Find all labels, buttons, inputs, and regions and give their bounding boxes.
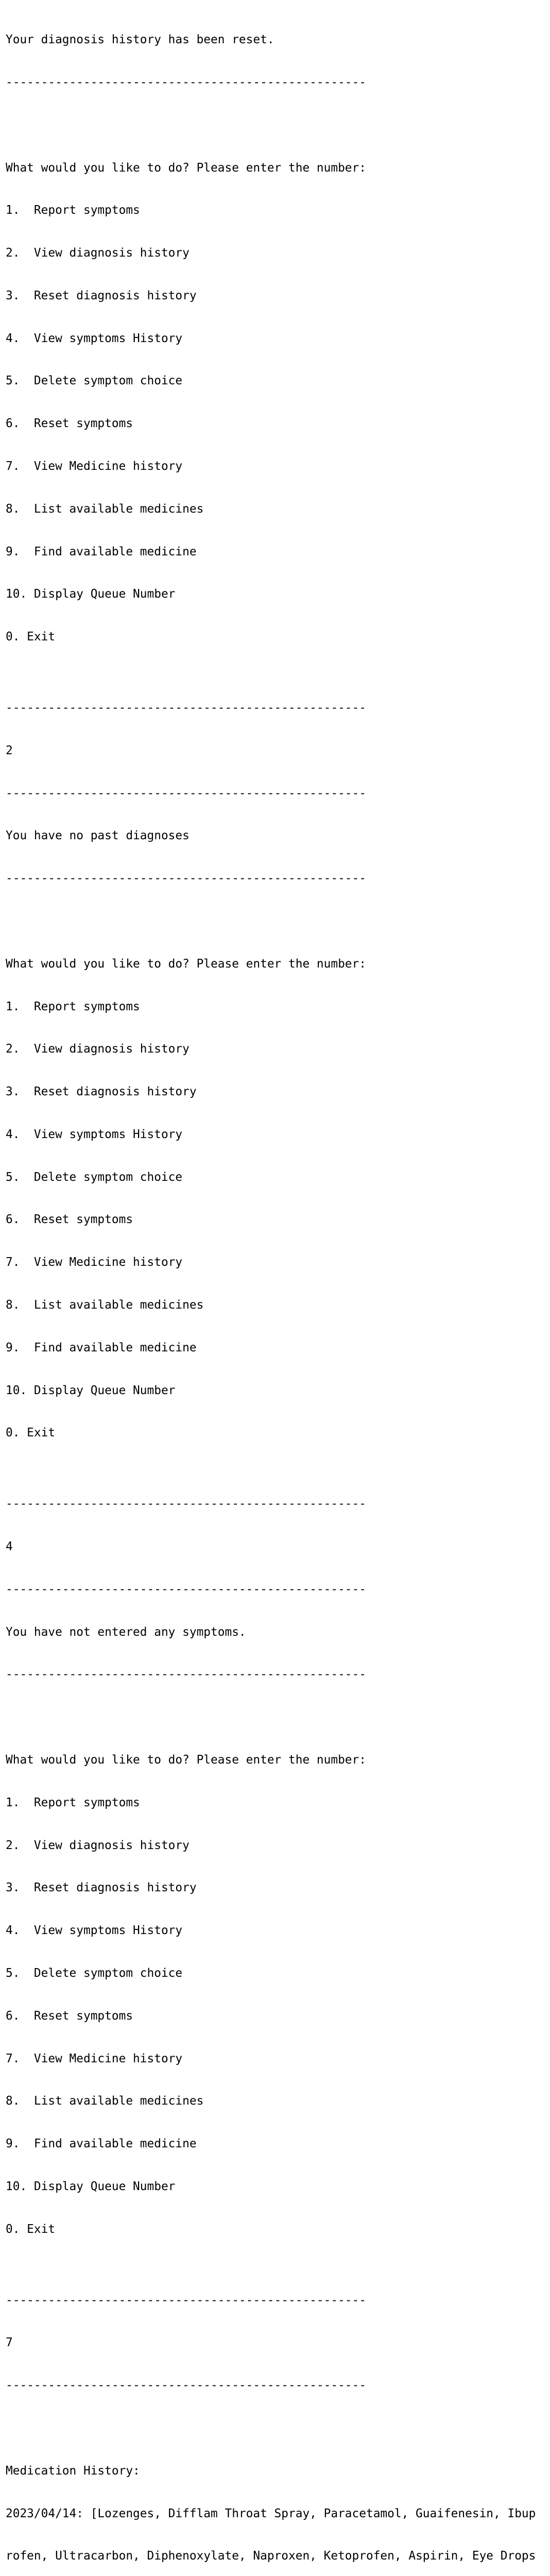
menu-item: 2. View diagnosis history xyxy=(6,246,190,260)
medication-history-line: rofen, Ultracarbon, Diphenoxylate, Naproxen, Ketoprofen, Aspirin, Eye Drops xyxy=(6,2549,536,2563)
menu-item: 4. View symptoms History xyxy=(6,1127,183,1141)
menu-item: 7. View Medicine history xyxy=(6,460,183,473)
separator-rule: --------------------------------------------------- xyxy=(6,701,366,715)
menu-item: 7. View Medicine history xyxy=(6,2052,183,2065)
separator-rule: --------------------------------------------------- xyxy=(6,1497,366,1511)
separator-rule: --------------------------------------------------- xyxy=(6,2379,366,2393)
medication-history-line: 2023/04/14: [Lozenges, Difflam Throat Spray, Paracetamol, Guaifenesin, Ibup xyxy=(6,2506,536,2520)
menu-item: 10. Display Queue Number xyxy=(6,1383,176,1397)
menu-item: 8. List available medicines xyxy=(6,502,204,516)
menu-prompt: What would you like to do? Please enter the number: xyxy=(6,957,366,971)
menu-item: 8. List available medicines xyxy=(6,2094,204,2108)
menu-item: 6. Reset symptoms xyxy=(6,1213,133,1227)
menu-item: 2. View diagnosis history xyxy=(6,1838,190,1852)
separator-rule: --------------------------------------------------- xyxy=(6,1668,366,1682)
medication-history-heading: Medication History: xyxy=(6,2464,140,2478)
menu-item: 6. Reset symptoms xyxy=(6,2009,133,2023)
separator-rule: --------------------------------------------------- xyxy=(6,1582,366,1596)
user-input: 4 xyxy=(6,1540,13,1554)
menu-item: 4. View symptoms History xyxy=(6,331,183,345)
menu-item: 3. Reset diagnosis history xyxy=(6,1085,197,1099)
menu-item: 10. Display Queue Number xyxy=(6,2179,176,2193)
menu-item: 5. Delete symptom choice xyxy=(6,1966,183,1980)
menu-item: 0. Exit xyxy=(6,1426,56,1440)
menu-item: 9. Find available medicine xyxy=(6,2137,197,2151)
menu-prompt: What would you like to do? Please enter the number: xyxy=(6,161,366,175)
no-diagnoses-message: You have no past diagnoses xyxy=(6,829,190,843)
menu-item: 9. Find available medicine xyxy=(6,1341,197,1354)
menu-item: 2. View diagnosis history xyxy=(6,1042,190,1056)
menu-item: 9. Find available medicine xyxy=(6,545,197,558)
menu-item: 0. Exit xyxy=(6,2222,56,2236)
user-input: 7 xyxy=(6,2336,13,2350)
medication-history xyxy=(6,2436,550,2576)
menu-block-2 xyxy=(6,929,550,1469)
menu-item: 7. View Medicine history xyxy=(6,1256,183,1269)
menu-item: 1. Report symptoms xyxy=(6,204,140,217)
menu-item: 3. Reset diagnosis history xyxy=(6,1881,197,1895)
menu-item: 3. Reset diagnosis history xyxy=(6,289,197,302)
menu-block-3 xyxy=(6,1725,550,2265)
menu-item: 10. Display Queue Number xyxy=(6,587,176,601)
menu-item: 1. Report symptoms xyxy=(6,1795,140,1809)
menu-item: 5. Delete symptom choice xyxy=(6,374,183,388)
reset-message: Your diagnosis history has been reset. xyxy=(6,33,274,47)
menu-item: 0. Exit xyxy=(6,630,56,644)
menu-item: 5. Delete symptom choice xyxy=(6,1170,183,1184)
no-symptoms-message: You have not entered any symptoms. xyxy=(6,1625,246,1639)
menu-item: 1. Report symptoms xyxy=(6,999,140,1013)
separator-rule: --------------------------------------------------- xyxy=(6,872,366,886)
separator-rule: --------------------------------------------------- xyxy=(6,786,366,800)
separator-rule: --------------------------------------------------- xyxy=(6,75,366,89)
menu-block-1 xyxy=(6,132,550,673)
menu-item: 8. List available medicines xyxy=(6,1298,204,1312)
separator-rule: --------------------------------------------------- xyxy=(6,2293,366,2307)
menu-item: 4. View symptoms History xyxy=(6,1924,183,1938)
menu-item: 6. Reset symptoms xyxy=(6,417,133,431)
menu-prompt: What would you like to do? Please enter the number: xyxy=(6,1753,366,1767)
user-input: 2 xyxy=(6,743,13,757)
